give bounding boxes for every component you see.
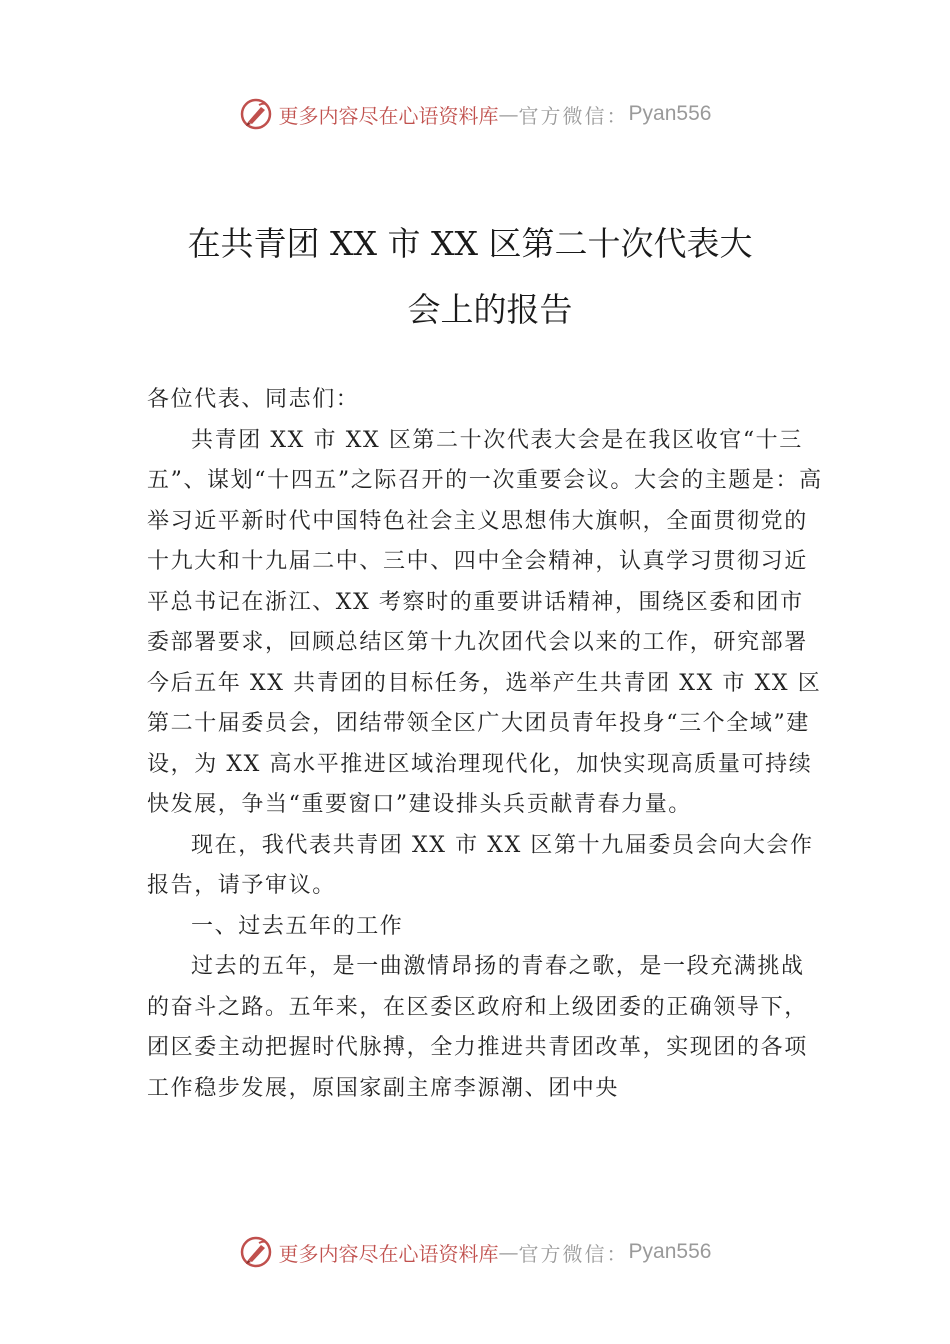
wechat-id: Pyan556 [628, 102, 712, 125]
pen-logo-icon [239, 1235, 273, 1269]
brand-text: 更多内容尽在心语资料库 [278, 1241, 499, 1266]
wechat-id: Pyan556 [628, 1240, 712, 1263]
document-body [147, 380, 827, 1109]
footer-watermark [0, 1232, 950, 1272]
document-title-line1: 在共青团 XX 市 XX 区第二十次代表大 [187, 224, 753, 263]
brand-text: 更多内容尽在心语资料库 [278, 103, 499, 128]
dash-separator: — [498, 102, 519, 126]
paragraph: 过去的五年，是一曲激情昂扬的青春之歌，是一段充满挑战的奋斗之路。五年来，在区委区政府和上级团委的正确领导下，团区委主动把握时代脉搏，全力推进共青团改革，实现团的各项工作稳步发展，原国家副主席李源潮、团中央 [147, 954, 808, 1101]
header-watermark [0, 94, 950, 134]
dash-separator: — [498, 1240, 519, 1264]
paragraph: 共青团 XX 市 XX 区第二十次代表大会是在我区收官“十三五”、谋划“十四五”之际召开的一次重要会议。大会的主题是：高举习近平新时代中国特色社会主义思想伟大旗帜，全面贯彻党的十九大和十九届二中、三中、四中全会精神，认真学习贯彻习近平总书记在浙江、XX 考察时的重要讲话精神，围绕区委和团市委部署要求，回顾总结区第十九次团代会以来的工作，研究部署今后五年 XX 共青团的目标任务，选举产生共青团 XX 市 XX 区第二十届委员会，团结带领全区广大团员青年投身“三个全域”建设，为 XX 高水平推进区域治理现代化，加快实现高质量可持续快发展，争当“重要窗口”建设排头兵贡献青春力量。 [147, 427, 823, 817]
document-title-line2: 会上的报告 [407, 290, 573, 329]
wechat-label: 官方微信： [518, 103, 629, 128]
paragraph: 现在，我代表共青团 XX 市 XX 区第十九届委员会向大会作报告，请予审议。 [147, 832, 814, 898]
section-heading: 一、过去五年的工作 [191, 913, 404, 939]
wechat-label: 官方微信： [518, 1241, 629, 1266]
salutation: 各位代表、同志们： [147, 387, 360, 412]
pen-logo-icon [239, 97, 273, 131]
